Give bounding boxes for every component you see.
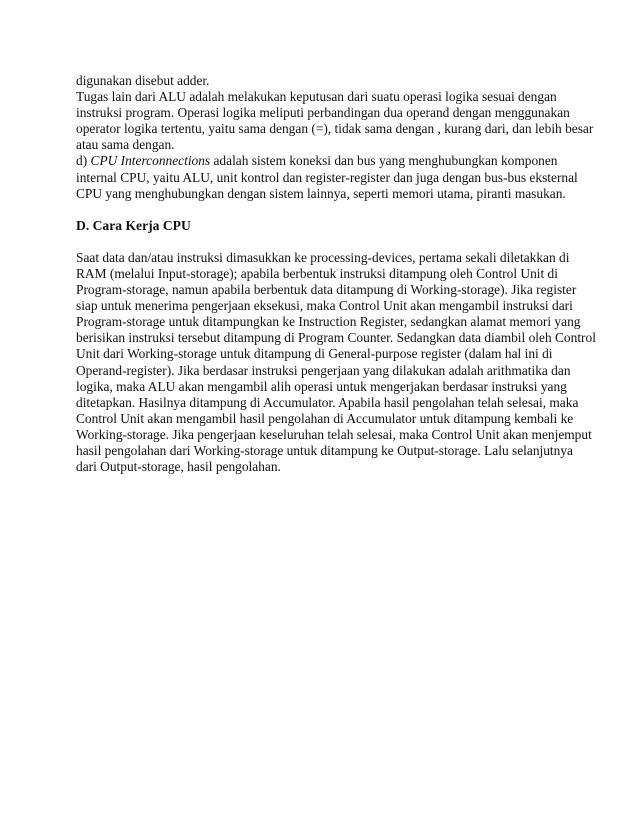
alu-paragraph	[76, 73, 594, 202]
text-line: instruksi program. Operasi logika meliputi perbandingan dua operand dengan menggunakan	[76, 105, 570, 121]
text-line: Saat data dan/atau instruksi dimasukkan ke processing-devices, pertama sekali diletakkan di	[76, 249, 570, 265]
cpu-process-paragraph	[76, 249, 596, 475]
item-d-term: CPU Interconnections	[90, 153, 211, 169]
text-line: internal CPU, yaitu ALU, unit kontrol dan register-register dan juga dengan bus-bus eksternal	[76, 169, 578, 185]
text-line: Program-storage, namun apabila berbentuk data ditampung di Working-storage). Jika register	[76, 282, 577, 298]
section-heading: D. Cara Kerja CPU	[76, 217, 191, 233]
text-line: Operand-register). Jika berdasar instruksi pengerjaan yang dilakukan adalah arithmatika dan	[76, 362, 571, 378]
text-line: siap untuk menerima pengerjaan eksekusi, maka Control Unit akan mengambil instruksi dari	[76, 298, 573, 314]
item-d-first-line	[76, 153, 576, 169]
text-line: digunakan disebut adder.	[76, 73, 210, 88]
document-page	[76, 73, 596, 475]
text-line: dari Output-storage, hasil pengolahan.	[76, 459, 281, 475]
text-line: Control Unit akan mengambil hasil pengolahan di Accumulator untuk ditampung kembali ke	[76, 410, 574, 426]
text-line: Unit dari Working-storage untuk ditampung di General-purpose register (dalam hal ini di	[76, 346, 553, 362]
text-line: RAM (melalui Input-storage); apabila berbentuk instruksi ditampung oleh Control Unit di	[76, 265, 558, 281]
text-line: logika, maka ALU akan mengambil alih operasi untuk mengerjakan berdasar instruksi yang	[76, 378, 567, 394]
text-line: Working-storage. Jika pengerjaan keseluruhan telah selesai, maka Control Unit akan menjemput	[76, 426, 592, 442]
item-d-rest: adalah sistem koneksi dan bus yang menghubungkan komponen	[210, 153, 558, 169]
text-line: berisikan instruksi tersebut ditampung di Program Counter. Sedangkan data diambil oleh Control	[76, 330, 596, 346]
text-line: CPU yang menghubungkan dengan sistem lainnya, seperti memori utama, piranti masukan.	[76, 185, 566, 201]
text-line: Program-storage untuk ditampungkan ke Instruction Register, sedangkan alamat memori yang	[76, 314, 581, 330]
text-line: operator logika tertentu, yaitu sama dengan (=), tidak sama dengan , kurang dari, dan lebih besar	[76, 121, 594, 137]
text-line: ditetapkan. Hasilnya ditampung di Accumulator. Apabila hasil pengolahan telah selesai, maka	[76, 394, 579, 410]
text-line: atau sama dengan.	[76, 137, 175, 153]
text-line: Tugas lain dari ALU adalah melakukan keputusan dari suatu operasi logika sesuai dengan	[76, 89, 557, 105]
text-line: hasil pengolahan dari Working-storage untuk ditampung ke Output-storage. Lalu selanjutnya	[76, 442, 573, 458]
item-d-prefix: d)	[76, 153, 91, 169]
